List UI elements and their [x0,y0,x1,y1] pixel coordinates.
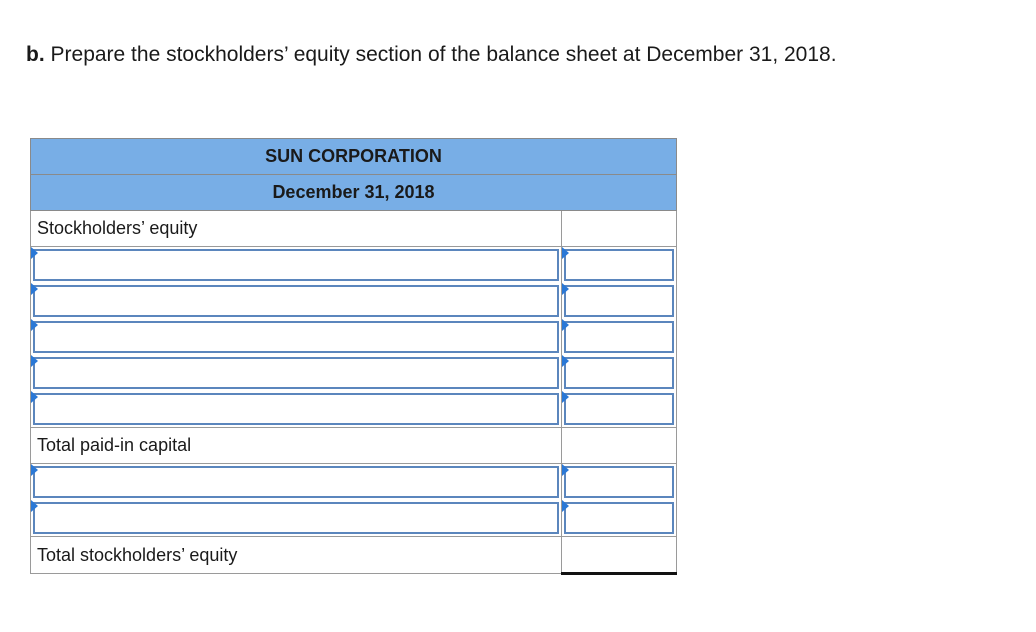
description-input-6[interactable] [33,466,559,498]
stockholders-equity-amount [562,211,677,247]
amount-input-7[interactable] [564,502,674,534]
amount-input-6[interactable] [564,466,674,498]
company-name: SUN CORPORATION [31,139,677,175]
total-stockholders-equity-label: Total stockholders’ equity [31,537,562,574]
statement-date: December 31, 2018 [31,175,677,211]
dropdown-marker-icon [31,319,38,331]
amount-input-1[interactable] [564,249,674,281]
description-input-1[interactable] [33,249,559,281]
dropdown-marker-icon [562,391,569,403]
stockholders-equity-label: Stockholders’ equity [31,211,562,247]
dropdown-marker-icon [31,464,38,476]
question-text [26,40,837,70]
dropdown-marker-icon [31,355,38,367]
description-input-7[interactable] [33,502,559,534]
dropdown-marker-icon [562,464,569,476]
dropdown-marker-icon [562,319,569,331]
description-input-5[interactable] [33,393,559,425]
total-paid-in-capital-label: Total paid-in capital [31,428,562,464]
amount-input-5[interactable] [564,393,674,425]
question-part: b. [26,43,45,66]
description-input-4[interactable] [33,357,559,389]
total-stockholders-equity-amount [562,537,677,574]
amount-input-3[interactable] [564,321,674,353]
description-input-2[interactable] [33,285,559,317]
dropdown-marker-icon [31,391,38,403]
dropdown-marker-icon [31,247,38,259]
dropdown-marker-icon [562,247,569,259]
dropdown-marker-icon [31,283,38,295]
description-input-3[interactable] [33,321,559,353]
question-prompt: Prepare the stockholders’ equity section of the balance sheet at December 31, 2018. [50,43,837,66]
dropdown-marker-icon [562,355,569,367]
dropdown-marker-icon [31,500,38,512]
equity-worksheet [30,138,677,575]
dropdown-marker-icon [562,283,569,295]
amount-input-2[interactable] [564,285,674,317]
amount-input-4[interactable] [564,357,674,389]
total-paid-in-capital-amount [562,428,677,464]
dropdown-marker-icon [562,500,569,512]
